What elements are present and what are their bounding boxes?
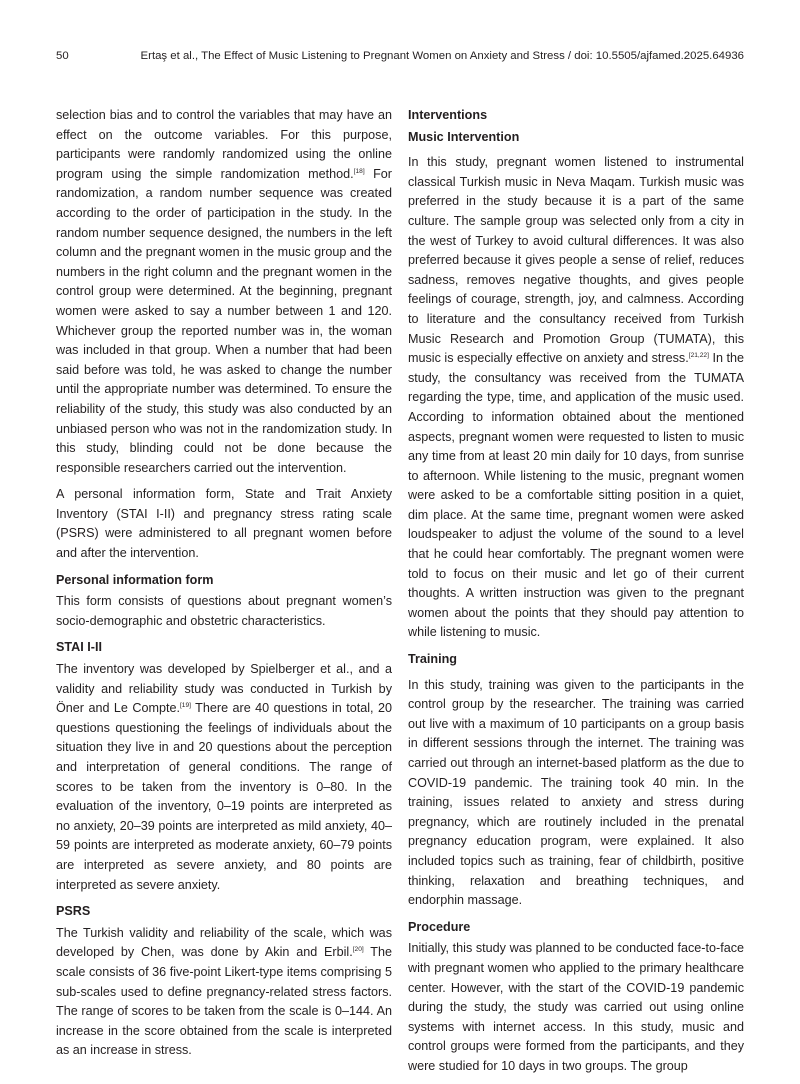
citation-20: [20] [352,946,364,954]
left-column [56,106,392,1068]
paragraph-psrs: The Turkish validity and reliability of the scale, which was developed by Chen, was done by Akin and Erbil.[20] The scale consists of 36 five-point Likert-type items comprising 5 sub-scales used to define pregnancy-related stress factors. The range of scores to be taken from the scale is 0–144. An increase in the score obtained from the scale is interpreted as an increase in stress. [56,925,392,1058]
heading-interventions: Interventions [408,108,488,122]
running-title: Ertaş et al., The Effect of Music Listening to Pregnant Women on Anxiety and Stress / doi: 10.5505/ajfamed.2025.64936 [140,50,744,62]
citation-18: [18] [353,167,365,175]
paragraph-stai: The inventory was developed by Spielberger et al., and a validity and reliability study was conducted in Turkish by Öner and Le Compte.[19] There are 40 questions in total, 20 questions questioning the feelings of individuals about the situation they live in and 20 questions about the perception and interpretation of general conditions. The range of scores to be taken from the inventory is 0–80. In the evaluation of the inventory, 0–19 points are interpreted as no anxiety, 20–39 points are interpreted as mild anxiety, 40–59 points are interpreted as moderate anxiety, 60–79 points are interpreted as severe anxiety, and 80 points are interpreted as severe anxiety. [56,662,392,892]
paragraph-personal-form: This form consists of questions about pregnant women’s socio-demographic and obstetric characteristics. [56,594,392,628]
paragraph-music-intervention: In this study, pregnant women listened to instrumental classical Turkish music in Neva Maqam. Turkish music was preferred in the study because it is a part of the same culture. The sample group was selected only from a city in the west of Turkey to avoid cultural differences. It was also preferred because it gives people a sense of relief, reduces sadness, removes negative thoughts, and gives people feelings of courage, strength, joy, and calmness. According to literature and the consultancy received from Turkish Music Research and Promotion Group (TUMATA), this music is especially effective on anxiety and stress.[21,22] In the study, the consultancy was received from the TUMATA regarding the type, time, and application of the music used. According to information obtained about the mentioned aspects, pregnant women were requested to listen to music any time from at least 20 min daily for 10 days, from sunrise to afternoon. While listening to the music, pregnant women were asked to be a comfortable sitting position in a quiet, dim place. At the same time, pregnant women were asked loudspeaker to adjust the volume of the sound to a level that he could hear comfortably. The pregnant women were told to focus on their music and let go of their current thoughts. A written instruction was given to the pregnant women about the points that they should pay attention to while listening to music. [408,155,744,640]
citation-19: [19] [179,702,191,710]
heading-training: Training [408,652,457,667]
paragraph-randomization: selection bias and to control the variables that may have an effect on the outcome variables. For this purpose, participants were randomly randomized using the online program using the simple randomization method.[18] For randomization, a random number sequence was created according to the order of participation in the study. In the random number sequence designed, the numbers in the left column and the pregnant women in the music group and the numbers in the right column and the pregnant women in the control group were determined. At the beginning, pregnant women were asked to say a number between 1 and 120. Whichever group the reported number was in, the woman was included in that group. When a number that had been said before was told, he was asked to change the number until the appropriate number was determined. To ensure the reliability of the study, this study was also conducted by an unbiased person who was not in the randomization study. In this study, blinding could not be done because the responsible researchers carried out the intervention. [56,108,392,475]
heading-stai: STAI I-II [56,640,102,655]
heading-music-intervention: Music Intervention [408,129,520,144]
heading-personal-information-form: Personal information form [56,572,214,587]
heading-psrs: PSRS [56,904,91,919]
heading-procedure: Procedure [408,919,471,934]
paragraph-procedure: Initially, this study was planned to be conducted face-to-face with pregnant women who applied to the primary healthcare center. However, with the start of the COVID-19 pandemic during the study, the study was carried out using online systems with internet access. In this study, music and control groups were formed from the participants, and they were studied for 10 days in two groups. The group [408,941,744,1073]
citation-21-22: [21,22] [688,352,709,360]
right-column [408,106,744,1084]
paragraph-instruments: A personal information form, State and Trait Anxiety Inventory (STAI I-II) and pregnancy stress rating scale (PSRS) were administered to all pregnant women before and after the intervention. [56,487,392,561]
paragraph-training: In this study, training was given to the participants in the control group by the researcher. The training was carried out live with a maximum of 10 participants on a group basis in different sessions through the internet. The training was carried out through an internet-based platform as the due to COVID-19 pandemic. The training took 40 min. In the training, issues related to anxiety and stress during pregnancy, which are routinely included in the prenatal pregnancy education program, were explained. It also included topics such as training, fear of childbirth, positive thinking, relaxation and breathing techniques, and endorphin massage. [408,677,744,908]
page-number: 50 [56,50,69,62]
